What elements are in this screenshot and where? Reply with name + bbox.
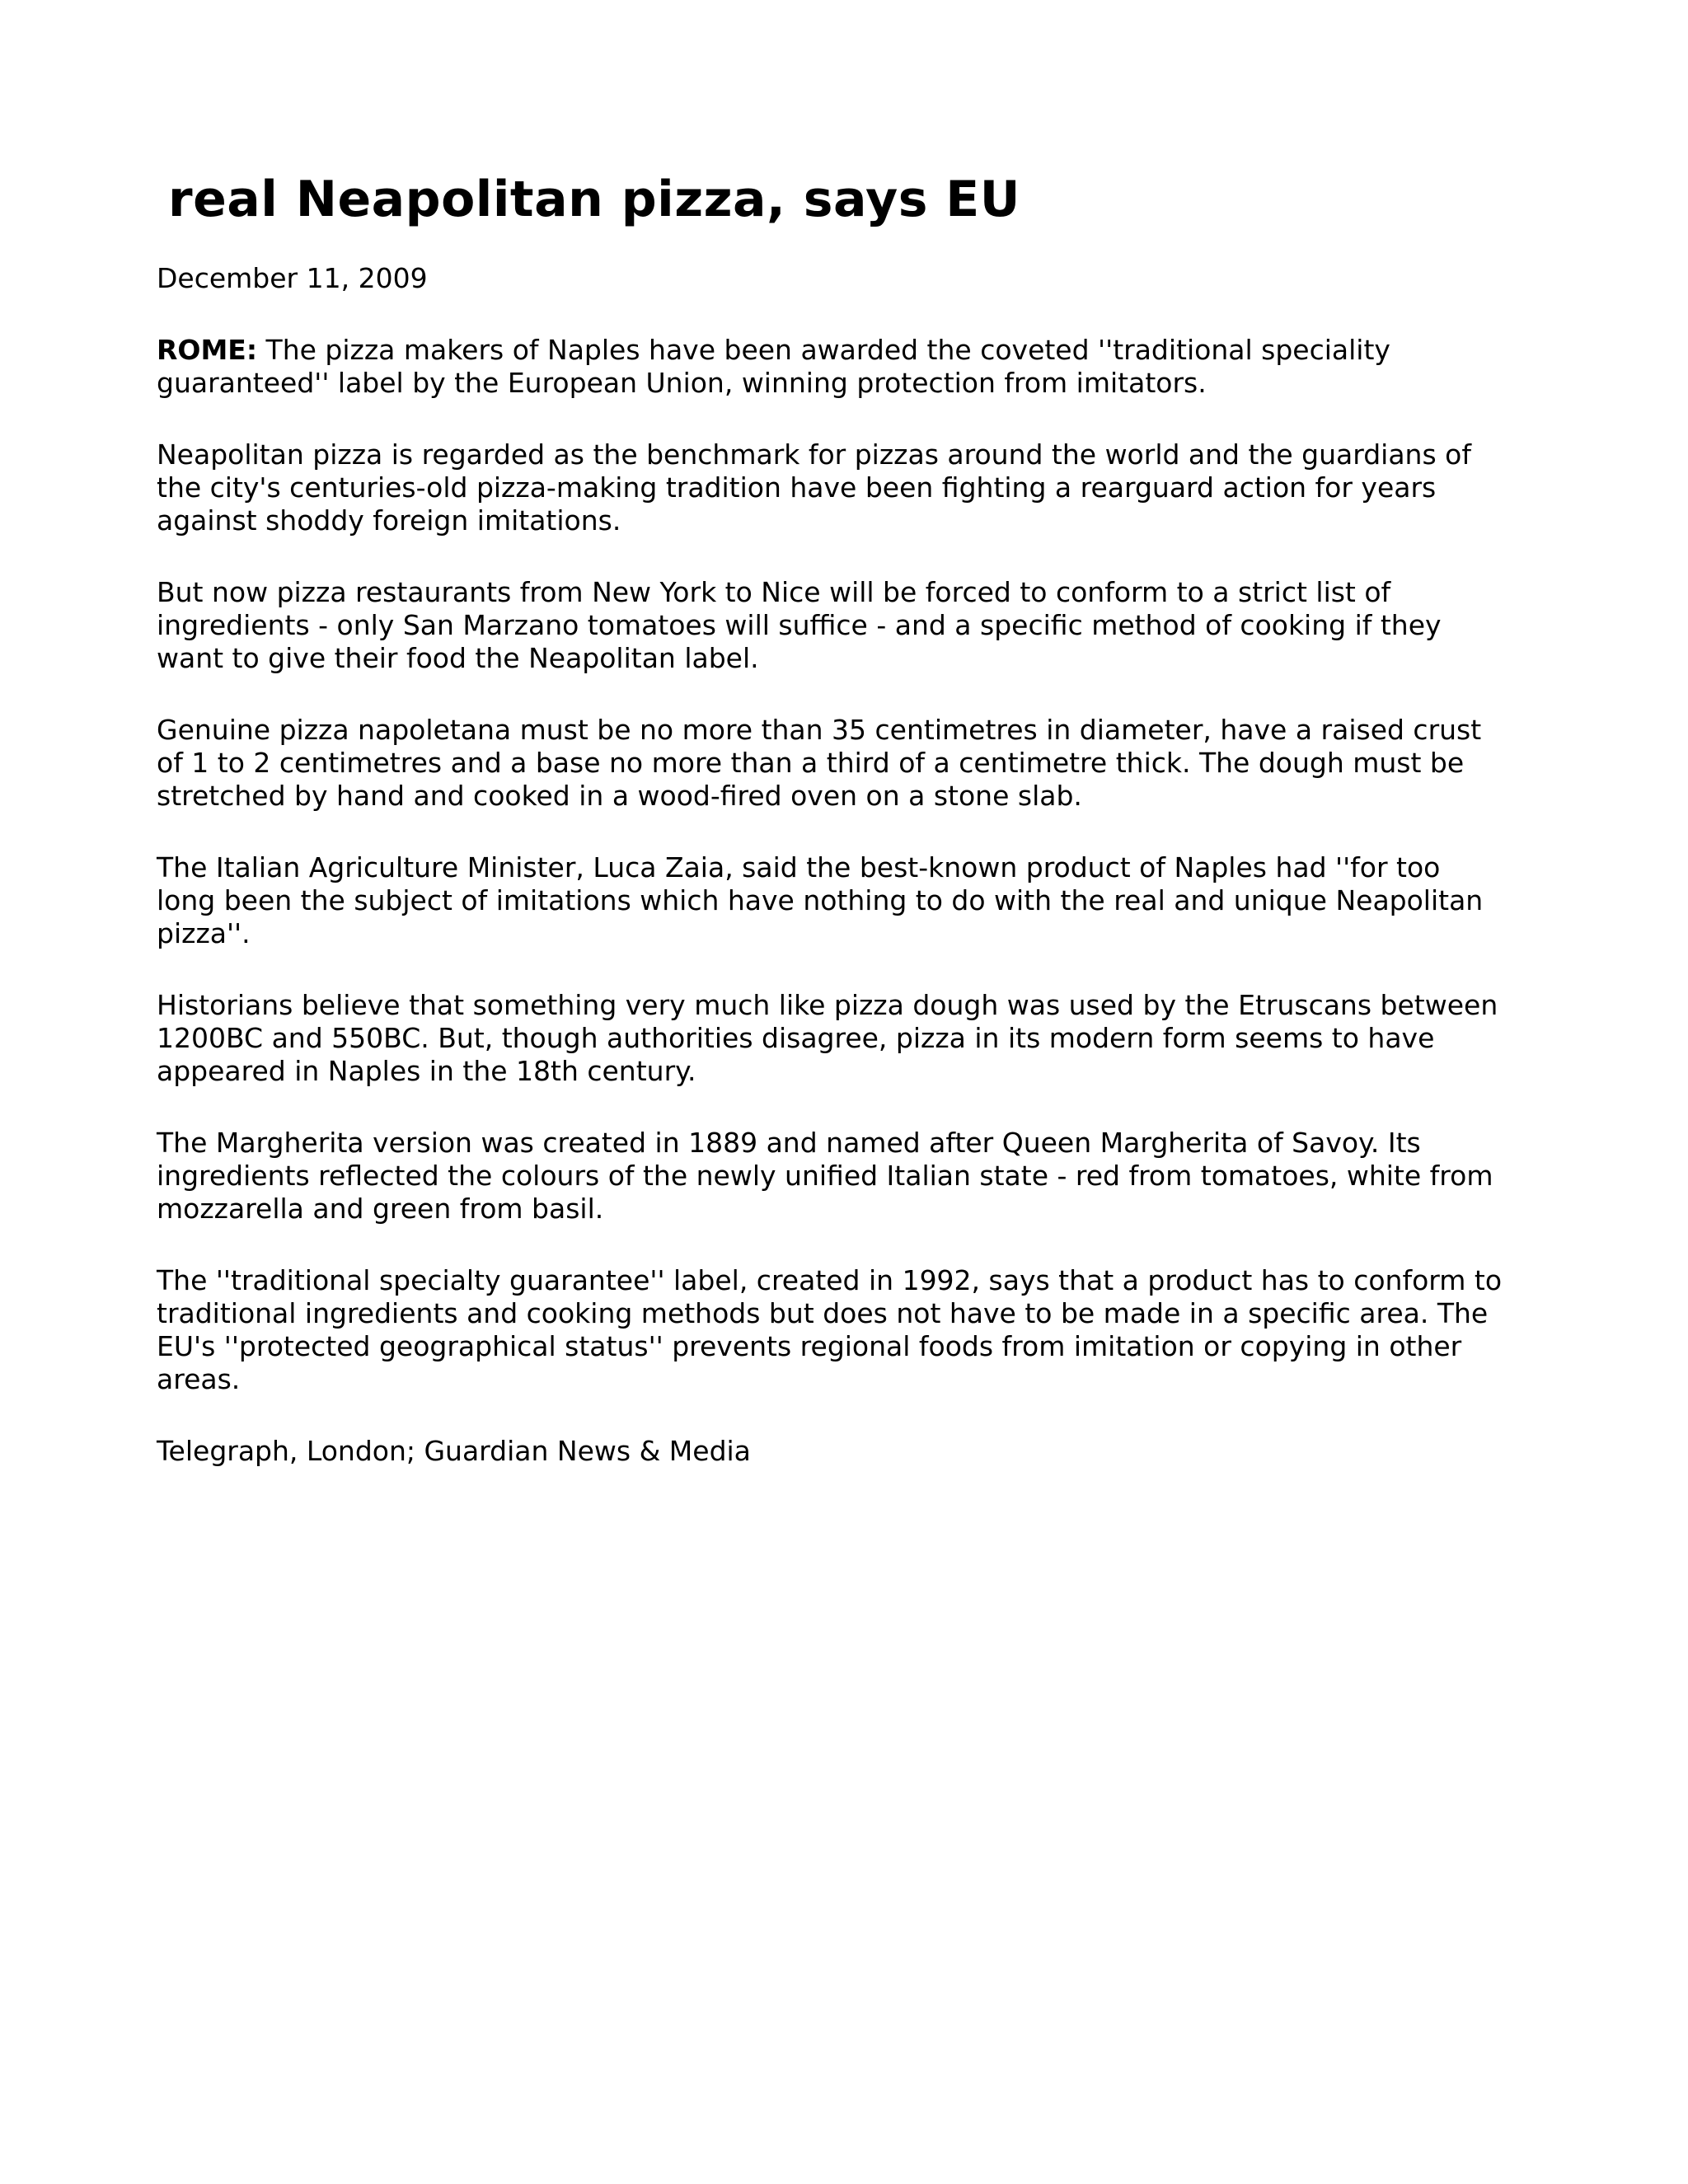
headline: real Neapolitan pizza, says EU: [168, 171, 1021, 228]
paragraph-2: Neapolitan pizza is regarded as the benchmark for pizzas around the world and the guardians of the city's centuries-old pizza-making tradition have been fighting a rearguard action for years against shoddy foreign imitations.: [157, 438, 1471, 537]
paragraph-1-text: The pizza makers of Naples have been awarded the coveted ''traditional speciality guaranteed'' label by the European Union, winning protection from imitators.: [157, 334, 1390, 399]
article-date: December 11, 2009: [157, 262, 428, 294]
paragraph-6: Historians believe that something very much like pizza dough was used by the Etruscans between 1200BC and 550BC. But, though authorities disagree, pizza in its modern form seems to have appeared in Naples in the 18th century.: [157, 989, 1498, 1087]
article: [157, 165, 1525, 1468]
paragraph-1: [157, 334, 1525, 400]
paragraph-7: The Margherita version was created in 1889 and named after Queen Margherita of Savoy. Its ingredients reflected the colours of the newly unified Italian state - red from tomatoes, white from mozzarella and green from basil.: [157, 1127, 1493, 1225]
paragraph-3: But now pizza restaurants from New York to Nice will be forced to conform to a strict list of ingredients - only San Marzano tomatoes will suffice - and a specific method of cooking if they want to give their food the Neapolitan label.: [157, 576, 1442, 674]
paragraph-4: Genuine pizza napoletana must be no more than 35 centimetres in diameter, have a raised crust of 1 to 2 centimetres and a base no more than a third of a centimetre thick. The dough must be stretched by hand and cooked in a wood-fired oven on a stone slab.: [157, 714, 1482, 812]
paragraph-8: The ''traditional specialty guarantee'' label, created in 1992, says that a product has to conform to traditional ingredients and cooking methods but does not have to be made in a specific area. The EU's ''protected geographical status'' prevents regional foods from imitation or copying in other areas.: [157, 1264, 1503, 1395]
lead-dateline: ROME:: [157, 334, 258, 366]
paragraph-5: The Italian Agriculture Minister, Luca Zaia, said the best-known product of Naples had ''for too long been the subject of imitations which have nothing to do with the real and unique Neapolitan pizza''.: [157, 851, 1484, 949]
source-credit: Telegraph, London; Guardian News & Media: [157, 1435, 751, 1467]
